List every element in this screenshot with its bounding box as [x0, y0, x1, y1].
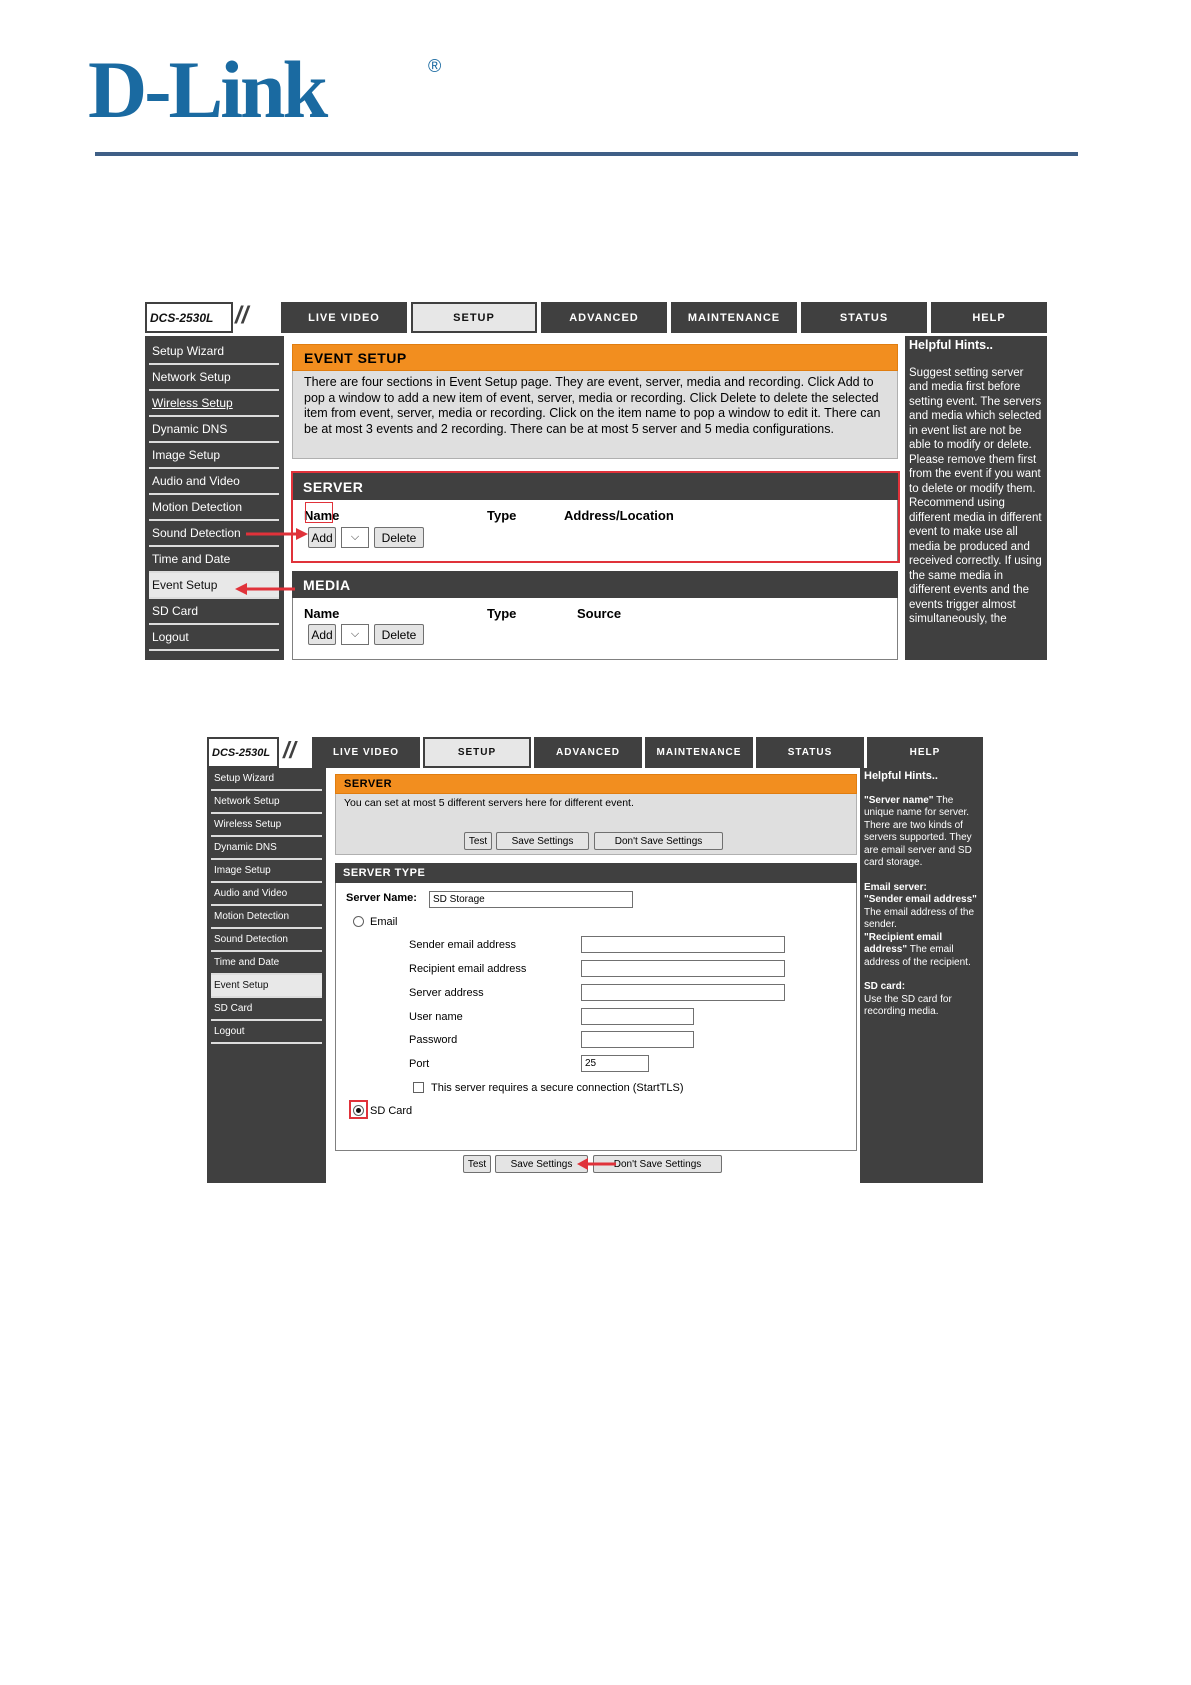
hints2-sd-desc: Use the SD card for recording media.: [864, 993, 952, 1017]
sender-email-input[interactable]: [581, 936, 785, 953]
nav-live-video[interactable]: LIVE VIDEO: [281, 302, 407, 333]
sidebar2-item-image-setup[interactable]: Image Setup: [211, 860, 322, 883]
hints2-email-title: Email server:: [864, 881, 927, 893]
server-settings-title: SERVER: [335, 774, 857, 794]
model-label-2: DCS-2530L: [207, 737, 279, 768]
nav2-maintenance[interactable]: MAINTENANCE: [645, 737, 753, 768]
nav-advanced[interactable]: ADVANCED: [541, 302, 667, 333]
event-setup-description: There are four sections in Event Setup page. They are event, server, media and recording. Click Add to pop a window to add a new item of event, server, media or recording. Click Delete to delete the selected item from event, server, media or recording. Click on the item name to pop a window to edit it. There can be at most 3 events and 2 recording. There can be at most 5 server and 5 media configurations.: [292, 371, 898, 459]
hints2-server-name-desc: The unique name for server. There are two kinds of servers supported. They are email server and SD card storage.: [864, 794, 972, 868]
sidebar-item-audio-video[interactable]: Audio and Video: [149, 469, 279, 495]
sidebar-item-setup-wizard[interactable]: Setup Wizard: [149, 339, 279, 365]
hints2-sender-term: "Sender email address": [864, 894, 977, 905]
server-type-body: [335, 883, 857, 1151]
password-label: Password: [409, 1034, 458, 1046]
sidebar2-item-event-setup[interactable]: Event Setup: [211, 975, 322, 998]
hints2-recipient-desc: The email address of the recipient.: [864, 944, 971, 968]
hints2-server-name-term: "Server name": [864, 794, 934, 806]
server-add-button[interactable]: Add: [308, 527, 336, 548]
sidebar2-item-motion-detection[interactable]: Motion Detection: [211, 906, 322, 929]
sidebar2-item-audio-video[interactable]: Audio and Video: [211, 883, 322, 906]
hints2-sender-desc: The email address of the sender.: [864, 906, 975, 930]
model-label: DCS-2530L: [145, 302, 233, 333]
top-test-button[interactable]: Test: [464, 832, 492, 850]
sidebar-item-logout[interactable]: Logout: [149, 625, 279, 651]
sidebar2-item-setup-wizard[interactable]: Setup Wizard: [211, 768, 322, 791]
media-body: [292, 598, 898, 660]
sidebar2-item-dynamic-dns[interactable]: Dynamic DNS: [211, 837, 322, 860]
media-panel: [292, 571, 898, 660]
chevron-down-icon: ⌵: [350, 531, 360, 543]
nav2-help[interactable]: HELP: [867, 737, 983, 768]
nav-status[interactable]: STATUS: [801, 302, 927, 333]
user-name-label: User name: [409, 1011, 463, 1023]
recipient-email-label: Recipient email address: [409, 963, 527, 975]
nav-setup[interactable]: SETUP: [411, 302, 537, 333]
helpful-hints: [905, 336, 1047, 660]
sidebar: [145, 336, 284, 660]
server-type-title: SERVER TYPE: [335, 863, 857, 883]
bottom-save-settings-button[interactable]: Save Settings: [495, 1155, 588, 1173]
sidebar-item-event-setup[interactable]: Event Setup: [149, 573, 279, 599]
dlink-logo: [88, 44, 448, 135]
sd-card-label: SD Card: [370, 1105, 413, 1117]
sidebar-2: [207, 768, 326, 1183]
nav2-setup[interactable]: SETUP: [423, 737, 531, 768]
hints2-title: Helpful Hints..: [864, 770, 938, 782]
sidebar2-item-sound-detection[interactable]: Sound Detection: [211, 929, 322, 952]
chevron-down-icon: ⌵: [350, 628, 360, 640]
sidebar2-item-time-date[interactable]: Time and Date: [211, 952, 322, 975]
top-dont-save-button[interactable]: Don't Save Settings: [594, 832, 723, 850]
media-col-name: Name: [304, 606, 340, 621]
header-rule: [95, 152, 1078, 156]
nav2-advanced[interactable]: ADVANCED: [534, 737, 642, 768]
server-col-type: Type: [487, 508, 517, 523]
logo-registered-mark: ®: [428, 56, 442, 76]
media-delete-button[interactable]: Delete: [374, 624, 424, 645]
port-input[interactable]: 25: [581, 1055, 649, 1072]
server-address-label: Server address: [409, 987, 484, 999]
screenshot-server-setup: [207, 737, 983, 1183]
hints2-email-server: [864, 882, 979, 970]
email-label: Email: [370, 916, 398, 928]
sidebar2-item-logout[interactable]: Logout: [211, 1021, 322, 1044]
server-settings-description: You can set at most 5 different servers here for different event.: [344, 797, 634, 809]
slash-decoration-2: //: [283, 737, 296, 763]
arrow-to-add-icon: [244, 527, 308, 541]
add-button-highlight: [305, 502, 333, 523]
recipient-email-input[interactable]: [581, 960, 785, 977]
media-add-button[interactable]: Add: [308, 624, 336, 645]
server-settings-body: [335, 794, 857, 855]
sidebar-item-network-setup[interactable]: Network Setup: [149, 365, 279, 391]
nav2-live-video[interactable]: LIVE VIDEO: [312, 737, 420, 768]
hints-text: Suggest setting server and media first before setting event. The servers and media which selected in event list are not be able to modify or delete. Please remove them first from the event if you want to delete or modify them. Recommend using different media in different event to make use all media be produced and received correctly. If using the same media in different events and the events trigger almost simultaneously, the: [909, 366, 1042, 625]
server-title: SERVER: [292, 473, 898, 500]
starttls-label: This server requires a secure connection (StartTLS): [431, 1082, 684, 1094]
media-col-type: Type: [487, 606, 517, 621]
server-delete-button[interactable]: Delete: [374, 527, 424, 548]
server-address-input[interactable]: [581, 984, 785, 1001]
sidebar-item-wireless-setup[interactable]: Wireless Setup: [149, 391, 279, 417]
nav2-status[interactable]: STATUS: [756, 737, 864, 768]
server-name-label: Server Name:: [346, 892, 417, 904]
logo-text: D-Link: [88, 44, 326, 135]
hints2-sd-title: SD card:: [864, 981, 906, 992]
user-name-input[interactable]: [581, 1008, 694, 1025]
sd-card-highlight: [349, 1100, 368, 1119]
sidebar-item-motion-detection[interactable]: Motion Detection: [149, 495, 279, 521]
slash-decoration: //: [235, 302, 249, 329]
screenshot-event-setup: [145, 302, 1047, 660]
arrow-to-save-icon: [577, 1158, 617, 1170]
nav-maintenance[interactable]: MAINTENANCE: [671, 302, 797, 333]
hints-title: Helpful Hints..: [909, 338, 994, 352]
sidebar2-item-network-setup[interactable]: Network Setup: [211, 791, 322, 814]
media-select[interactable]: [341, 624, 369, 645]
nav-help[interactable]: HELP: [931, 302, 1047, 333]
server-col-name: Name: [304, 508, 340, 523]
event-setup-title: EVENT SETUP: [292, 344, 898, 371]
media-col-source: Source: [577, 606, 622, 621]
server-type-panel: [335, 863, 857, 1151]
sidebar-item-sd-card[interactable]: SD Card: [149, 599, 279, 625]
server-settings-panel: [335, 774, 857, 855]
event-setup-panel: [292, 344, 898, 459]
server-name-input[interactable]: SD Storage: [429, 891, 633, 908]
arrow-to-event-setup-icon: [235, 582, 297, 596]
port-label: Port: [409, 1058, 430, 1070]
media-title: MEDIA: [292, 571, 898, 598]
sidebar2-item-sd-card[interactable]: SD Card: [211, 998, 322, 1021]
sidebar-item-sound-detection[interactable]: Sound Detection: [149, 521, 279, 547]
sidebar-item-time-date[interactable]: Time and Date: [149, 547, 279, 573]
helpful-hints-2: [860, 768, 983, 1183]
sidebar-item-dynamic-dns[interactable]: Dynamic DNS: [149, 417, 279, 443]
starttls-checkbox[interactable]: [413, 1082, 424, 1093]
sidebar2-item-wireless-setup[interactable]: Wireless Setup: [211, 814, 322, 837]
hints2-recipient-term: "Recipient email address": [864, 931, 943, 955]
server-highlight-box: [291, 471, 900, 563]
top-save-settings-button[interactable]: Save Settings: [496, 832, 589, 850]
sidebar-item-image-setup[interactable]: Image Setup: [149, 443, 279, 469]
server-col-address: Address/Location: [564, 508, 674, 523]
bottom-test-button[interactable]: Test: [463, 1155, 491, 1173]
email-radio[interactable]: [353, 916, 364, 927]
hints2-server-name: [864, 795, 979, 870]
bottom-dont-save-button[interactable]: Don't Save Settings: [593, 1155, 722, 1173]
sender-email-label: Sender email address: [409, 939, 517, 951]
hints2-sd-card: [864, 981, 979, 1019]
password-input[interactable]: [581, 1031, 694, 1048]
